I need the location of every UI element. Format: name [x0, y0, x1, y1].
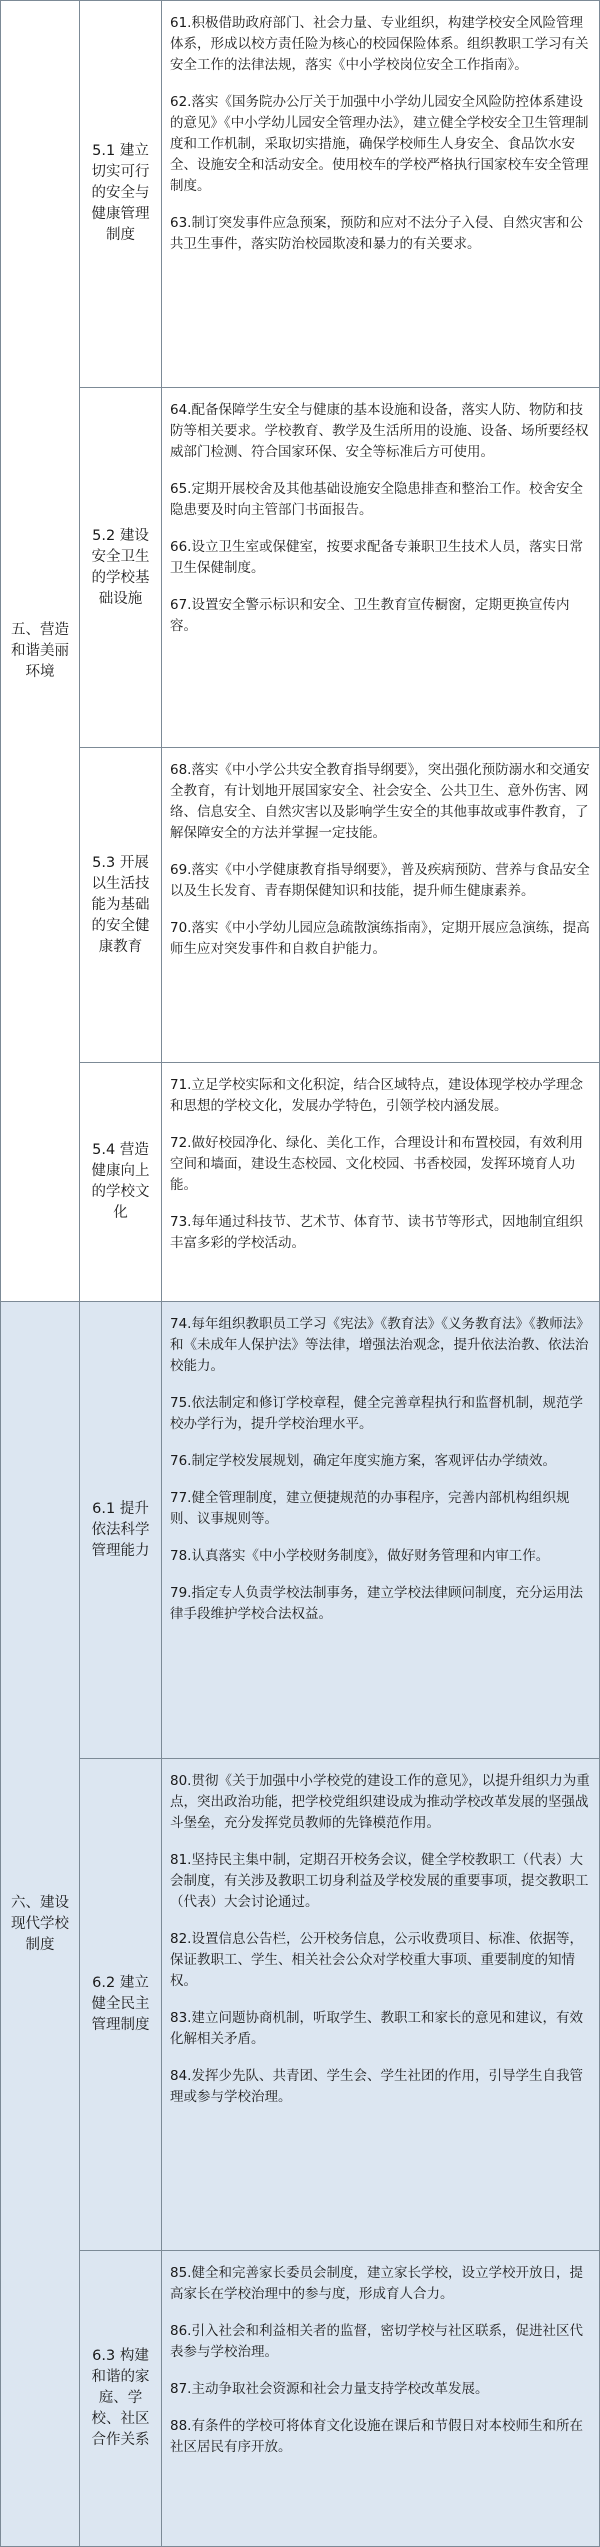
item-82: 82.设置信息公告栏，公开校务信息，公示收费项目、标准、依据等，保证教职工、学生、相关社会公众对学校重大事项、重要制度的知情权。: [170, 1931, 583, 1989]
subsection-5-1: [80, 1, 599, 388]
item-86: 86.引入社会和利益相关者的监督，密切学校与社区联系，促进社区代表参与学校治理。: [170, 2323, 583, 2360]
item-71: 71.立足学校实际和文化积淀，结合区域特点，建设体现学校办学理念和思想的学校文化，发展办学特色，引领学校内涵发展。: [170, 1077, 583, 1115]
subsection-5-4: [80, 1063, 599, 1301]
subsection-items: [162, 1, 599, 387]
subsection-items: [162, 388, 599, 748]
item-85: 85.健全和完善家长委员会制度，建立家长学校，设立学校开放日，提高家长在学校治理中的参与度，形成育人合力。: [170, 2265, 583, 2302]
subsection-6-1: [80, 1302, 599, 1759]
item-81: 81.坚持民主集中制，定期召开校务会议，健全学校教职工（代表）大会制度，有关涉及教职工切身利益及学校发展的重要事项，提交教职工（代表）大会讨论通过。: [170, 1852, 589, 1910]
item-79: 79.指定专人负责学校法制事务，建立学校法律顾问制度，充分运用法律手段维护学校合法权益。: [170, 1585, 583, 1622]
item-72: 72.做好校园净化、绿化、美化工作，合理设计和布置校园，有效利用空间和墙面，建设生态校园、文化校园、书香校园，发挥环境育人功能。: [170, 1135, 583, 1194]
item-76: 76.制定学校发展规划，确定年度实施方案，客观评估办学绩效。: [170, 1453, 556, 1469]
subsection-title: 5.2 建设安全卫生的学校基础设施: [80, 388, 162, 748]
item-75: 75.依法制定和修订学校章程，健全完善章程执行和监督机制，规范学校办学行为，提升学校治理水平。: [170, 1395, 583, 1432]
item-66: 66.设立卫生室或保健室，按要求配备专兼职卫生技术人员，落实日常卫生保健制度。: [170, 538, 583, 576]
subsection-items: [162, 1063, 599, 1301]
item-80: 80.贯彻《关于加强中小学校党的建设工作的意见》，以提升组织力为重点，突出政治功能，把学校党组织建设成为推动学校改革发展的坚强战斗堡垒，充分发挥党员教师的先锋模范作用。: [170, 1773, 590, 1831]
subsection-items: [162, 748, 599, 1062]
item-63: 63.制订突发事件应急预案，预防和应对不法分子入侵、自然灾害和公共卫生事件，落实防治校园欺凌和暴力的有关要求。: [170, 215, 583, 252]
item-64: 64.配备保障学生安全与健康的基本设施和设备，落实人防、物防和技防等相关要求。学校教育、教学及生活所用的设施、设备、场所要经权威部门检测、符合国家环保、安全等标准后方可使用。: [170, 401, 589, 460]
subsection-title: 6.1 提升依法科学管理能力: [80, 1302, 162, 1758]
subsection-items: [162, 1302, 599, 1758]
subsection-title: 5.3 开展以生活技能为基础的安全健康教育: [80, 748, 162, 1062]
subsection-6-3: [80, 2251, 599, 2546]
subsection-title: 6.2 建立健全民主管理制度: [80, 1759, 162, 2250]
item-83: 83.建立问题协商机制，听取学生、教职工和家长的意见和建议，有效化解相关矛盾。: [170, 2010, 583, 2047]
section-title: 五、营造和谐美丽环境: [1, 1, 80, 1301]
subsection-title: 6.3 构建和谐的家庭、学校、社区合作关系: [80, 2251, 162, 2546]
subsection-list: [80, 1, 599, 1301]
item-68: 68.落实《中小学公共安全教育指导纲要》，突出强化预防溺水和交通安全教育，有计划地开展国家安全、社会安全、公共卫生、意外伤害、网络、信息安全、自然灾害以及影响学生安全的其他事故或事件教育，了解保障安全的方法并掌握一定技能。: [170, 762, 590, 842]
item-70: 70.落实《中小学幼儿园应急疏散演练指南》，定期开展应急演练，提高师生应对突发事件和自救自护能力。: [170, 920, 590, 958]
item-69: 69.落实《中小学健康教育指导纲要》，普及疾病预防、营养与食品安全以及生长发育、青春期保健知识和技能，提升师生健康素养。: [170, 862, 590, 900]
item-73: 73.每年通过科技节、艺术节、体育节、读书节等形式，因地制宜组织丰富多彩的学校活动。: [170, 1214, 583, 1252]
subsection-5-2: [80, 388, 599, 749]
item-84: 84.发挥少先队、共青团、学生会、学生社团的作用，引导学生自我管理或参与学校治理。: [170, 2068, 583, 2105]
item-65: 65.定期开展校舍及其他基础设施安全隐患排查和整治工作。校舍安全隐患要及时向主管部门书面报告。: [170, 480, 583, 518]
subsection-list: [80, 1302, 599, 2546]
subsection-6-2: [80, 1759, 599, 2251]
item-67: 67.设置安全警示标识和安全、卫生教育宣传橱窗，定期更换宣传内容。: [170, 596, 570, 634]
subsection-title: 5.4 营造健康向上的学校文化: [80, 1063, 162, 1301]
item-88: 88.有条件的学校可将体育文化设施在课后和节假日对本校师生和所在社区居民有序开放。: [170, 2418, 583, 2455]
section-title: 六、建设现代学校制度: [1, 1302, 80, 2546]
section-five: [1, 1, 599, 1302]
subsection-items: [162, 1759, 599, 2250]
item-74: 74.每年组织教职员工学习《宪法》《教育法》《义务教育法》《教师法》和《未成年人保护法》等法律，增强法治观念，提升依法治教、依法治校能力。: [170, 1316, 590, 1374]
item-61: 61.积极借助政府部门、社会力量、专业组织，构建学校安全风险管理体系，形成以校方责任险为核心的校园保险体系。组织教职工学习有关安全工作的法律法规，落实《中小学校岗位安全工作指南》。: [170, 15, 589, 73]
subsection-items: [162, 2251, 599, 2546]
item-78: 78.认真落实《中小学校财务制度》，做好财务管理和内审工作。: [170, 1548, 550, 1564]
item-87: 87.主动争取社会资源和社会力量支持学校改革发展。: [170, 2381, 489, 2397]
section-six: [1, 1302, 599, 2546]
item-77: 77.健全管理制度，建立便捷规范的办事程序，完善内部机构组织规则、议事规则等。: [170, 1490, 570, 1527]
subsection-5-3: [80, 748, 599, 1063]
item-62: 62.落实《国务院办公厅关于加强中小学幼儿园安全风险防控体系建设的意见》《中小学幼儿园安全管理办法》，建立健全学校安全卫生管理制度和工作机制，采取切实措施，确保学校师生人身安全、食品饮水安全、设施安全和活动安全。使用校车的学校严格执行国家校车安全管理制度。: [170, 94, 589, 194]
subsection-title: 5.1 建立切实可行的安全与健康管理制度: [80, 1, 162, 387]
